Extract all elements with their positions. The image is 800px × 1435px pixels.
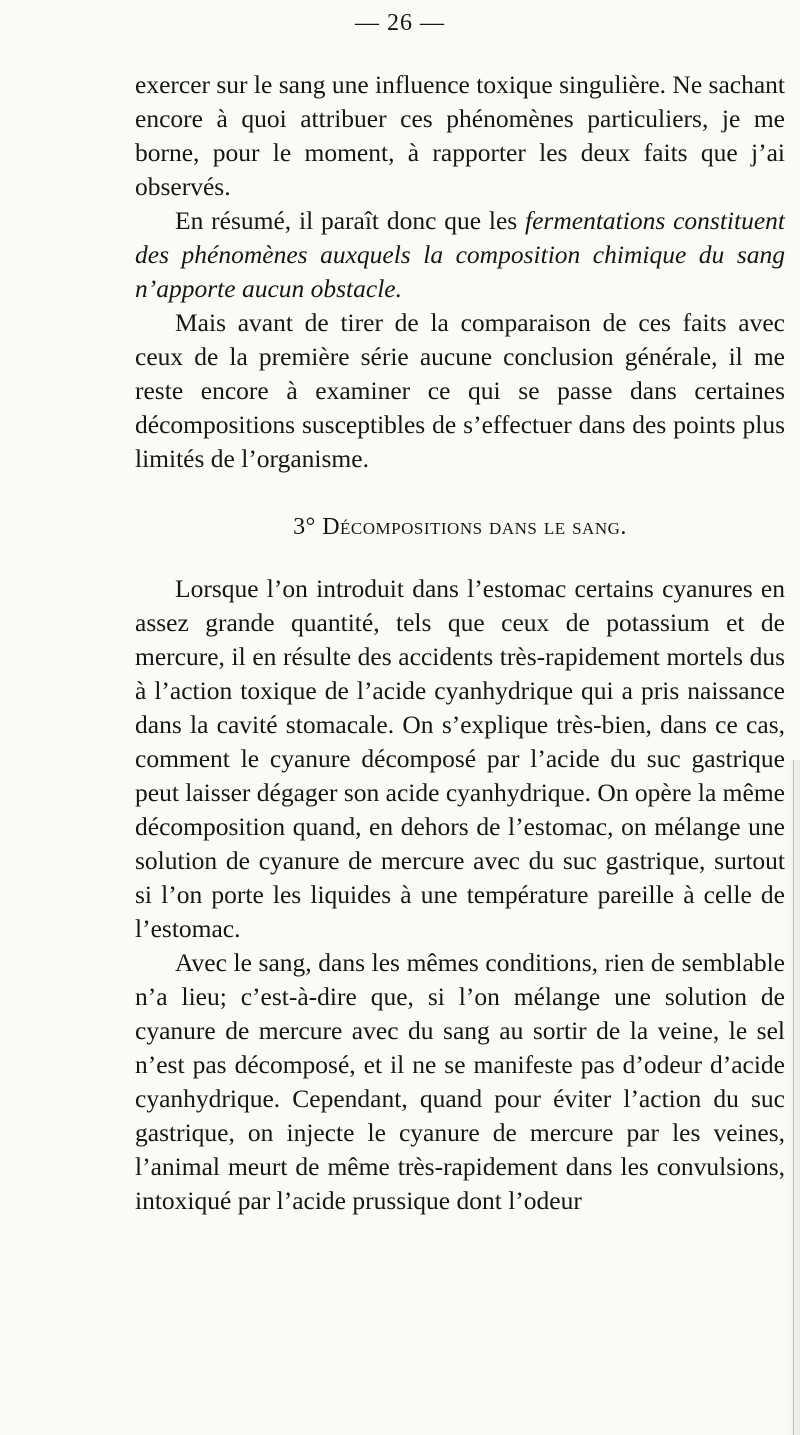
body-text bbox=[135, 68, 785, 1218]
paragraph-2-lead: En résumé, il paraît donc que les bbox=[175, 206, 526, 235]
paragraph-2-italic: fermentations constituent des phénomènes auxquels la composition chimique du sang n’apporte aucun obstacle. bbox=[135, 206, 785, 303]
paragraph-2 bbox=[135, 204, 785, 306]
paragraph-1: exercer sur le sang une influence toxique singulière. Ne sachant encore à quoi attribuer ces phénomènes particuliers, je me borne, pour le moment, à rapporter les deux faits que j’ai observés. bbox=[135, 70, 785, 201]
section-number: 3° bbox=[293, 514, 316, 540]
page-number: — 26 — bbox=[355, 10, 445, 36]
section-title: Décompositions dans le sang. bbox=[322, 514, 627, 540]
paragraph-3: Mais avant de tirer de la comparaison de ces faits avec ceux de la première série aucune conclusion générale, il me reste encore à examiner ce qui se passe dans certaines décompositions susceptibles de s’effectuer dans des points plus limités de l’organisme. bbox=[135, 308, 785, 473]
section-heading bbox=[135, 510, 785, 544]
page-edge-line bbox=[793, 760, 794, 1435]
paragraph-5: Avec le sang, dans les mêmes conditions, rien de semblable n’a lieu; c’est-à-dire que, si l’on mélange une solution de cyanure de mercure avec du sang au sortir de la veine, le sel n’est pas décomposé, et il ne se manifeste pas d’odeur d’acide cyanhydrique. Cependant, quand pour éviter l’action du suc gastrique, on injecte le cyanure de mercure par les veines, l’animal meurt de même très-rapidement dans les convulsions, intoxiqué par l’acide prussique dont l’odeur bbox=[135, 948, 785, 1215]
paragraph-4: Lorsque l’on introduit dans l’estomac certains cyanures en assez grande quantité, tels que ceux de potassium et de mercure, il en résulte des accidents très-rapidement mortels dus à l’action toxique de l’acide cyanhydrique qui a pris naissance dans la cavité stomacale. On s’explique très-bien, dans ce cas, comment le cyanure décomposé par l’acide du suc gastrique peut laisser dégager son acide cyanhydrique. On opère la même décomposition quand, en dehors de l’estomac, on mélange une solution de cyanure de mercure avec du suc gastrique, surtout si l’on porte les liquides à une température pareille à celle de l’estomac. bbox=[135, 574, 785, 943]
